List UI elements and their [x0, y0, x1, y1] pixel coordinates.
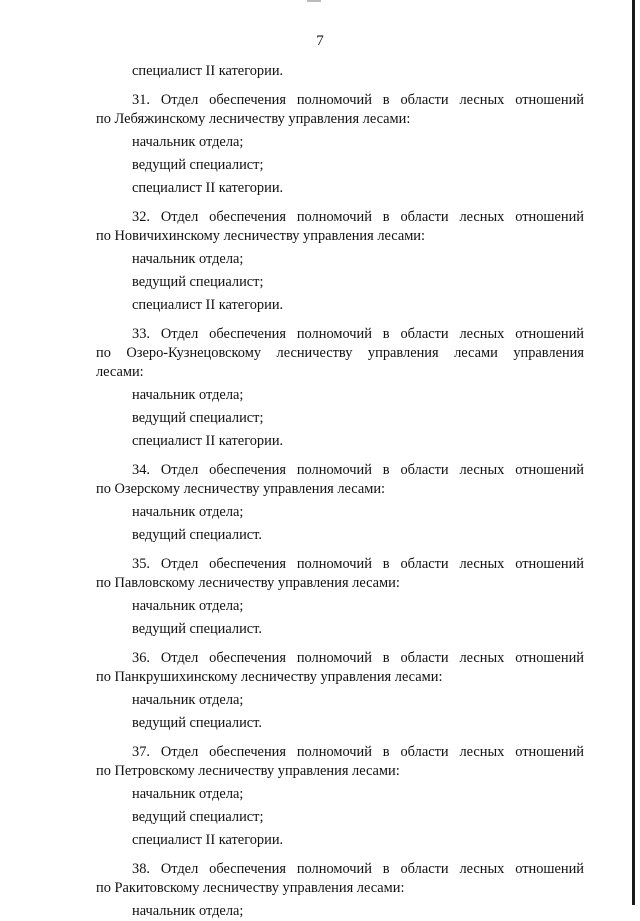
section-36 [96, 649, 584, 733]
heading-line: 37. Отдел обеспечения полномочий в области лесных отношений [132, 744, 584, 760]
position-item: ведущий специалист. [132, 715, 262, 731]
position-item: ведущий специалист; [132, 410, 264, 426]
heading-line: по Озеро-Кузнецовскому лесничеству управления лесами управления [96, 345, 584, 361]
heading-line: по Лебяжинскому лесничеству управления лесами: [96, 111, 411, 127]
heading-line: 32. Отдел обеспечения полномочий в области лесных отношений [132, 209, 584, 225]
position-item: начальник отдела; [132, 387, 244, 403]
section-heading [96, 208, 584, 246]
heading-line: по Ракитовскому лесничеству управления лесами: [96, 880, 405, 896]
section-38 [96, 860, 584, 921]
position-item: ведущий специалист; [132, 809, 264, 825]
heading-line: по Озерскому лесничеству управления лесами: [96, 481, 386, 497]
section-35 [96, 555, 584, 639]
scan-edge-line [632, 0, 635, 905]
section-31 [96, 91, 584, 198]
section-heading [96, 743, 584, 781]
position-item: ведущий специалист; [132, 157, 264, 173]
position-item: начальник отдела; [132, 504, 244, 520]
heading-line: по Павловскому лесничеству управления лесами: [96, 575, 400, 591]
scan-artifact-top [307, 0, 321, 2]
position-item: специалист II категории. [132, 832, 284, 848]
page-number: 7 [316, 33, 324, 49]
position-item: начальник отдела; [132, 786, 244, 802]
position-item: специалист II категории. [132, 297, 284, 313]
intro-line: специалист II категории. [132, 63, 284, 79]
heading-line: 36. Отдел обеспечения полномочий в области лесных отношений [132, 650, 584, 666]
heading-line: по Новичихинскому лесничеству управления лесами: [96, 228, 426, 244]
section-heading [96, 325, 584, 382]
section-heading [96, 555, 584, 593]
position-item: специалист II категории. [132, 180, 284, 196]
position-item: ведущий специалист. [132, 527, 262, 543]
section-heading [96, 461, 584, 499]
heading-line: 33. Отдел обеспечения полномочий в области лесных отношений [132, 326, 584, 342]
position-item: начальник отдела; [132, 598, 244, 614]
position-item: начальник отдела; [132, 134, 244, 150]
section-32 [96, 208, 584, 315]
section-34 [96, 461, 584, 545]
section-33 [96, 325, 584, 451]
heading-line: лесами: [96, 364, 144, 380]
position-item: ведущий специалист; [132, 274, 264, 290]
position-item: начальник отдела; [132, 251, 244, 267]
heading-line: 31. Отдел обеспечения полномочий в области лесных отношений [132, 92, 584, 108]
position-item: ведущий специалист. [132, 621, 262, 637]
heading-line: по Петровскому лесничеству управления лесами: [96, 763, 400, 779]
position-item: начальник отдела; [132, 903, 244, 919]
heading-line: 34. Отдел обеспечения полномочий в области лесных отношений [132, 462, 584, 478]
position-item: начальник отдела; [132, 692, 244, 708]
heading-line: 35. Отдел обеспечения полномочий в области лесных отношений [132, 556, 584, 572]
section-heading [96, 649, 584, 687]
heading-line: 38. Отдел обеспечения полномочий в области лесных отношений [132, 861, 584, 877]
position-item: специалист II категории. [132, 433, 284, 449]
document-body [96, 62, 584, 921]
section-heading [96, 91, 584, 129]
heading-line: по Панкрушихинскому лесничеству управления лесами: [96, 669, 443, 685]
section-heading [96, 860, 584, 898]
section-37 [96, 743, 584, 850]
